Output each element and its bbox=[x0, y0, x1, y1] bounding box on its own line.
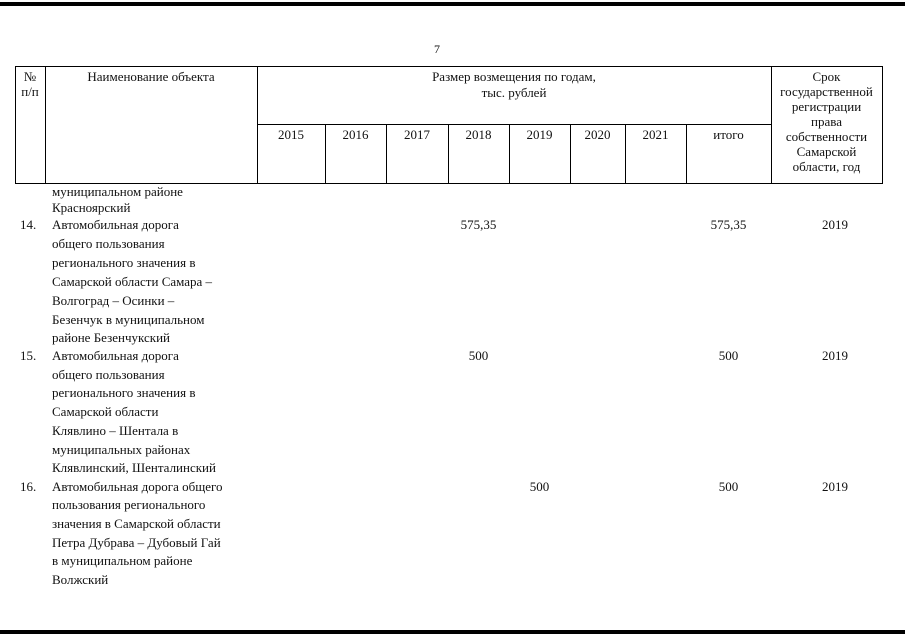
header-name: Наименование объекта bbox=[87, 69, 215, 84]
header-year-2021: 2021 bbox=[642, 127, 669, 142]
row-name-line: районе Безенчукский bbox=[52, 330, 170, 345]
row-number: 16. bbox=[20, 479, 37, 494]
header-term-line: государственной bbox=[780, 84, 873, 99]
header-year-2015: 2015 bbox=[278, 127, 304, 142]
row-total: 500 bbox=[718, 348, 739, 363]
row-total: 500 bbox=[718, 479, 739, 494]
page-number: 7 bbox=[434, 42, 440, 56]
header-term-line: Срок bbox=[812, 69, 841, 84]
row-term: 2019 bbox=[822, 217, 848, 232]
header-year-2017: 2017 bbox=[404, 127, 430, 142]
row-term: 2019 bbox=[822, 479, 848, 494]
row-name-line: общего пользования bbox=[52, 367, 165, 382]
row-name-line: Петра Дубрава – Дубовый Гай bbox=[52, 535, 221, 550]
row-name-line: значения в Самарской области bbox=[52, 516, 221, 531]
header-term-line: области, год bbox=[792, 159, 861, 174]
header-year-2016: 2016 bbox=[342, 127, 369, 142]
row-value-2018: 500 bbox=[468, 348, 489, 363]
row-name-line: общего пользования bbox=[52, 236, 165, 251]
row-term: 2019 bbox=[822, 348, 848, 363]
header-total: итого bbox=[713, 127, 744, 142]
row-name-line: Волжский bbox=[52, 572, 109, 587]
continuation-line: муниципальном районе bbox=[52, 184, 183, 199]
top-border bbox=[0, 2, 905, 6]
row-total: 575,35 bbox=[710, 217, 747, 232]
row-name-line: Автомобильная дорога bbox=[52, 217, 179, 232]
header-term-line: регистрации bbox=[791, 99, 862, 114]
row-name-line: Клявлинский, Шенталинский bbox=[52, 460, 216, 475]
header-num-line1: № bbox=[23, 69, 37, 84]
row-name-line: пользования регионального bbox=[52, 497, 206, 512]
row-name-line: Волгоград – Осинки – bbox=[52, 293, 175, 308]
continuation-line: Красноярский bbox=[52, 200, 131, 215]
bottom-border bbox=[0, 630, 905, 634]
row-name-line: Клявлино – Шентала в bbox=[52, 423, 179, 438]
header-amount-title-1: Размер возмещения по годам, bbox=[432, 69, 596, 84]
header-year-2020: 2020 bbox=[584, 127, 611, 142]
row-name-line: Безенчук в муниципальном bbox=[52, 312, 205, 327]
row-name-line: Самарской области bbox=[52, 404, 159, 419]
row-value-2019: 500 bbox=[529, 479, 550, 494]
header-num-line2: п/п bbox=[21, 84, 39, 99]
row-name-line: Автомобильная дорога bbox=[52, 348, 179, 363]
row-name-line: регионального значения в bbox=[52, 255, 196, 270]
row-name-line: муниципальных районах bbox=[52, 442, 191, 457]
header-amount-title-2: тыс. рублей bbox=[481, 85, 547, 100]
row-name-line: Автомобильная дорога общего bbox=[52, 479, 223, 494]
row-value-2018: 575,35 bbox=[460, 217, 497, 232]
row-name-line: Самарской области Самара – bbox=[52, 274, 213, 289]
header-year-2019: 2019 bbox=[526, 127, 553, 142]
row-number: 14. bbox=[20, 217, 37, 232]
header-term-line: собственности bbox=[785, 129, 868, 144]
header-term-line: права bbox=[811, 114, 842, 129]
row-name-line: регионального значения в bbox=[52, 385, 196, 400]
row-name-line: в муниципальном районе bbox=[52, 553, 193, 568]
header-term-line: Самарской bbox=[796, 144, 857, 159]
row-number: 15. bbox=[20, 348, 37, 363]
header-year-2018: 2018 bbox=[465, 127, 492, 142]
